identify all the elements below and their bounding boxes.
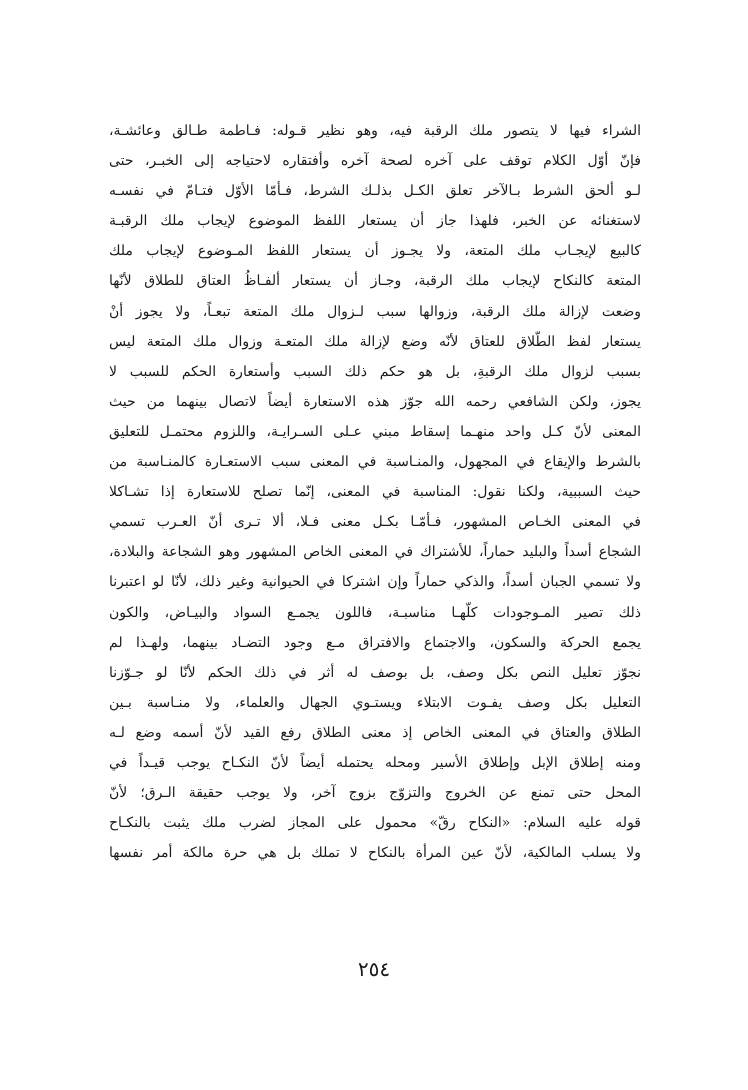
text-line: الشجاع أسداً والبليد حماراً، للأشتراك في المعنى الخاص المشهور وهو الشجاعة والبلادة،	[109, 544, 641, 561]
text-line: بسبب لزوال ملك الرقبةِ، بل هو حكم ذلك السبب وأستعارة الحكم للسبب لا	[109, 363, 641, 380]
text-line: المتعة كالنكاح لإيجاب ملك الرقبة، وجـاز أن يستعار ألفـاظُ العتاق للطلاق لأنّها	[109, 273, 641, 290]
text-line: قوله عليه السلام: «النكاح رقّ» محمول على المجاز لضرب ملك يثبت بالنكـاح	[109, 815, 641, 832]
text-line: ولا يسلب المالكية، لأنّ عين المرأة بالنكاح لا تملك بل هي حرة مالكة أمر نفسها	[109, 845, 641, 862]
text-line: ولا تسمي الجبان أسداً، والذكي حماراً وإن اشتركا في الحيوانية وغير ذلك، لأنّا لو اعتبرنا	[109, 574, 641, 591]
text-line: لـو ألحق الشرط بـالآخر تعلق الكـل بذلـك الشرط، فـأمّا الأوّل فتـامّ في نفسـه	[109, 183, 641, 200]
text-line: حيث السببية، ولكنا نقول: المناسبة في المعنى، إنّما تصلح للاستعارة إذا تشـاكلا	[109, 484, 641, 501]
text-line: التعليل بكل وصف يفـوت الابتلاء ويستـوي الجهال والعلماء، ولا منـاسبة بـين	[109, 694, 641, 711]
text-line: ومنه إطلاق الإبل وإطلاق الأسير ومحله يحتمله أيضاً لأنّ النكـاح يوجب قيـداً في	[109, 754, 641, 771]
text-line: فإنّ أوّل الكلام توقف على آخره لصحة آخره وأفتقاره لاحتياجه إلى الخبـر، حتى	[109, 153, 641, 170]
body-text	[109, 116, 641, 868]
text-line: لاستغنائه عن الخبر، فلهذا جاز أن يستعار اللفظ الموضوع لإيجاب ملك الرقبـة	[109, 213, 641, 230]
text-line: في المعنى الخـاص المشهور، فـأمّـا بكـل معنى فـلا، ألا تـرى أنّ العـرب تسمي	[109, 514, 641, 531]
text-line: يجوز، ولكن الشافعي رحمه الله جوّز هذه الاستعارة أيضاً لاتصال بينهما من حيث	[109, 393, 641, 410]
text-line: يستعار لفظ الطّلاق للعتاق لأنّه وضع لإزالة ملك المتعـة وزوال ملك المتعة ليس	[109, 333, 641, 350]
text-line: الطلاق والعتاق في المعنى الخاص إذ معنى الطلاق رفع القيد لأنّ أسمه وضع لـه	[109, 724, 641, 741]
text-line: بالشرط والإيقاع في المجهول، والمنـاسبة في المعنى سبب الاستعـارة كالمنـاسبة من	[109, 454, 641, 471]
text-line: وضعت لإزالة ملك الرقبة، وزوالها سبب لـزوال ملك المتعة تبعـاً، ولا يجوز أنْ	[109, 303, 641, 320]
text-line: ذلك تصير المـوجودات كلّهـا مناسبـة، فاللون يجمـع السواد والبيـاض، والكون	[109, 604, 641, 621]
text-line: نجوّز تعليل النص بكل وصف، بل بوصف له أثر في ذلك الحكم لأنّا لو جـوّزنا	[109, 664, 641, 681]
text-line: كالبيع لإيجـاب ملك المتعة، ولا يجـوز أن يستعار اللفظ المـوضوع لإيجاب ملك	[109, 243, 641, 260]
text-line: الشراء فيها لا يتصور ملك الرقبة فيه، وهو نظير قـوله: فـاطمة طـالق وعائشـة،	[109, 123, 641, 139]
text-line: المحل حتى تمنع عن الخروج والتزوّج بزوج آخر، ولا يوجب حقيقة الـرق؛ لأنّ	[109, 785, 641, 802]
text-line: يجمع الحركة والسكون، والاجتماع والافتراق مـع وجود التضـاد بينهما، ولهـذا لم	[109, 634, 641, 651]
page-number: ٢٥٤	[357, 957, 391, 981]
text-line: المعنى لأنّ كـل واحد منهـما إسقاط مبني عـلى السـرايـة، واللزوم محتمـل للتعليق	[109, 423, 641, 440]
